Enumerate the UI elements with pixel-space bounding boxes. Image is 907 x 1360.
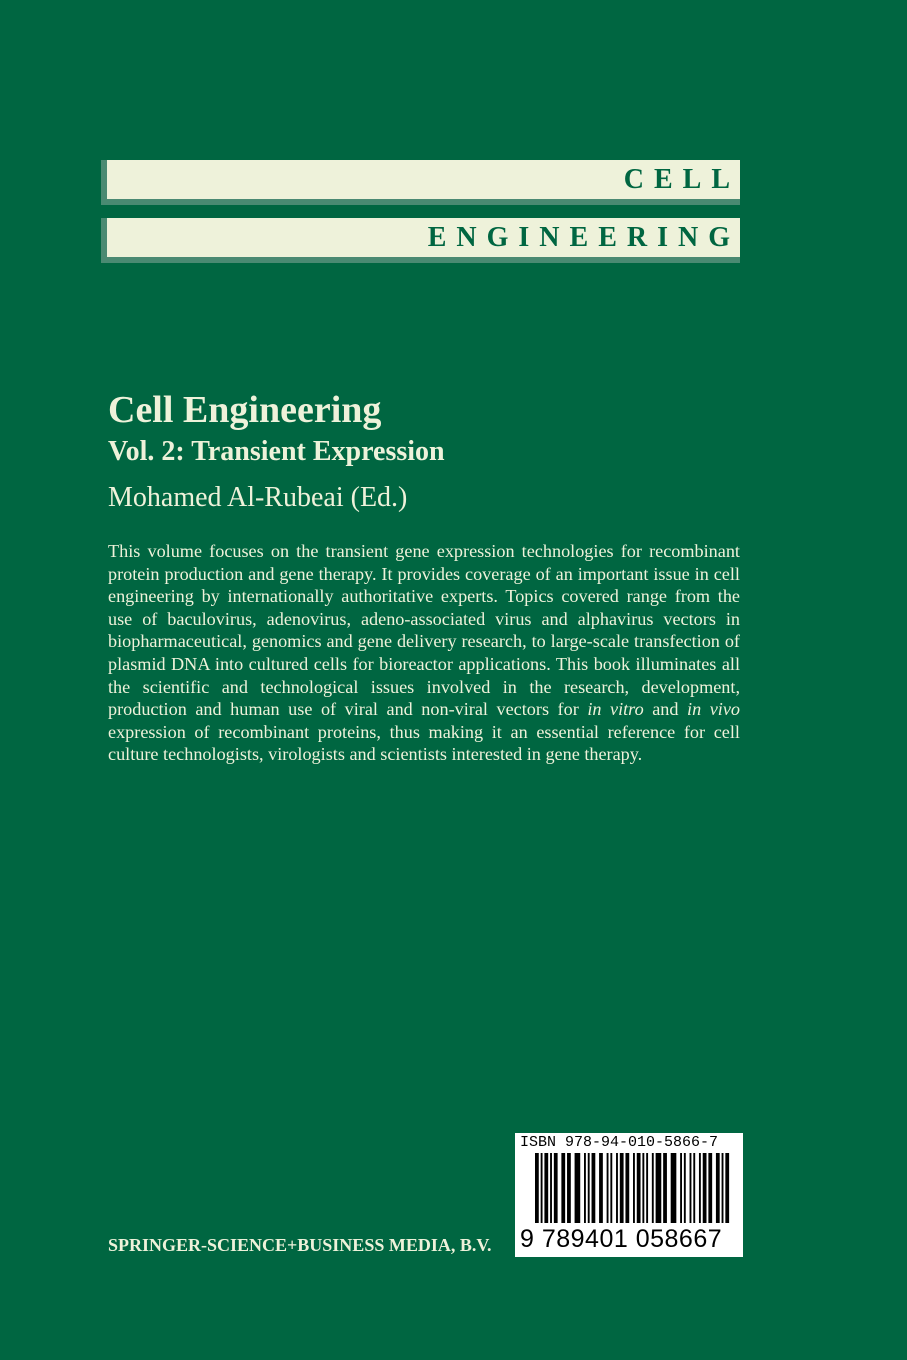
description-text-1: This volume focuses on the transient gene expression technologies for recombinant protein production and gene therapy. It provides coverage of an important issue in cell engineering by internationally authoritative experts. Topics covered range from the use of baculovirus, adenovirus, adeno-associated virus and alphavirus vectors in biopharmaceutical, genomics and gene delivery research, to large-scale transfection of plasmid DNA into cultured cells for bioreactor applications. This book illuminates all the scientific and technological issues involved in the research, development, production and human use of viral and non-viral vectors for [108, 541, 740, 720]
barcode-bar [684, 1153, 686, 1223]
barcode-bar [722, 1153, 724, 1223]
barcode-bar [716, 1153, 720, 1223]
barcode-bar [588, 1153, 590, 1223]
barcode-bar [693, 1153, 695, 1223]
barcode-bar [607, 1153, 609, 1223]
description-text-2: and [643, 699, 688, 720]
barcode-bar [652, 1153, 654, 1223]
series-band-cell [101, 160, 740, 205]
barcode-bar [656, 1153, 662, 1223]
barcode-bar [620, 1153, 624, 1223]
series-band-engineering [101, 218, 740, 263]
description-italic-in-vivo: in vivo [687, 699, 740, 720]
barcode-bar [584, 1153, 586, 1223]
barcode-bar [592, 1153, 596, 1223]
description-text-3: expression of recombinant proteins, thus making it an essential reference for cell culture technologists, virologists and scientists interested in gene therapy. [108, 721, 740, 765]
barcode-bar [575, 1153, 581, 1223]
barcode-bar [646, 1153, 648, 1223]
barcode-bar [535, 1153, 539, 1223]
isbn-barcode [515, 1133, 743, 1257]
barcode-bar [599, 1153, 603, 1223]
barcode-bars [535, 1153, 735, 1235]
barcode-bar [690, 1153, 692, 1223]
barcode-bar [671, 1153, 677, 1223]
barcode-digits: 9 789401 058667 [520, 1225, 723, 1253]
barcode-bar [725, 1153, 729, 1223]
barcode-bar [567, 1153, 571, 1223]
description-italic-in-vitro: in vitro [587, 699, 644, 720]
barcode-bar [633, 1153, 635, 1223]
barcode-bar [708, 1153, 712, 1223]
barcode-bar [544, 1153, 548, 1223]
barcode-bar [680, 1153, 682, 1223]
series-band-engineering-label: ENGINEERING [107, 218, 740, 257]
barcode-bar [625, 1153, 629, 1223]
isbn-label: ISBN 978-94-010-5866-7 [520, 1134, 719, 1151]
barcode-bar [561, 1153, 565, 1223]
barcode-bar [699, 1153, 701, 1223]
publisher-name: SPRINGER-SCIENCE+BUSINESS MEDIA, B.V. [108, 1235, 492, 1255]
barcode-bar [541, 1153, 543, 1223]
book-editor: Mohamed Al-Rubeai (Ed.) [108, 482, 408, 513]
book-subtitle: Vol. 2: Transient Expression [108, 436, 445, 467]
barcode-bar [616, 1153, 618, 1223]
barcode-bar [663, 1153, 667, 1223]
book-title: Cell Engineering [108, 389, 382, 431]
barcode-bar [550, 1153, 552, 1223]
series-band-cell-label: CELL [107, 160, 740, 199]
barcode-bar [703, 1153, 707, 1223]
barcode-bar [637, 1153, 641, 1223]
barcode-bar [554, 1153, 558, 1223]
barcode-bar [610, 1153, 612, 1223]
book-description [108, 540, 740, 766]
barcode-bar [642, 1153, 644, 1223]
